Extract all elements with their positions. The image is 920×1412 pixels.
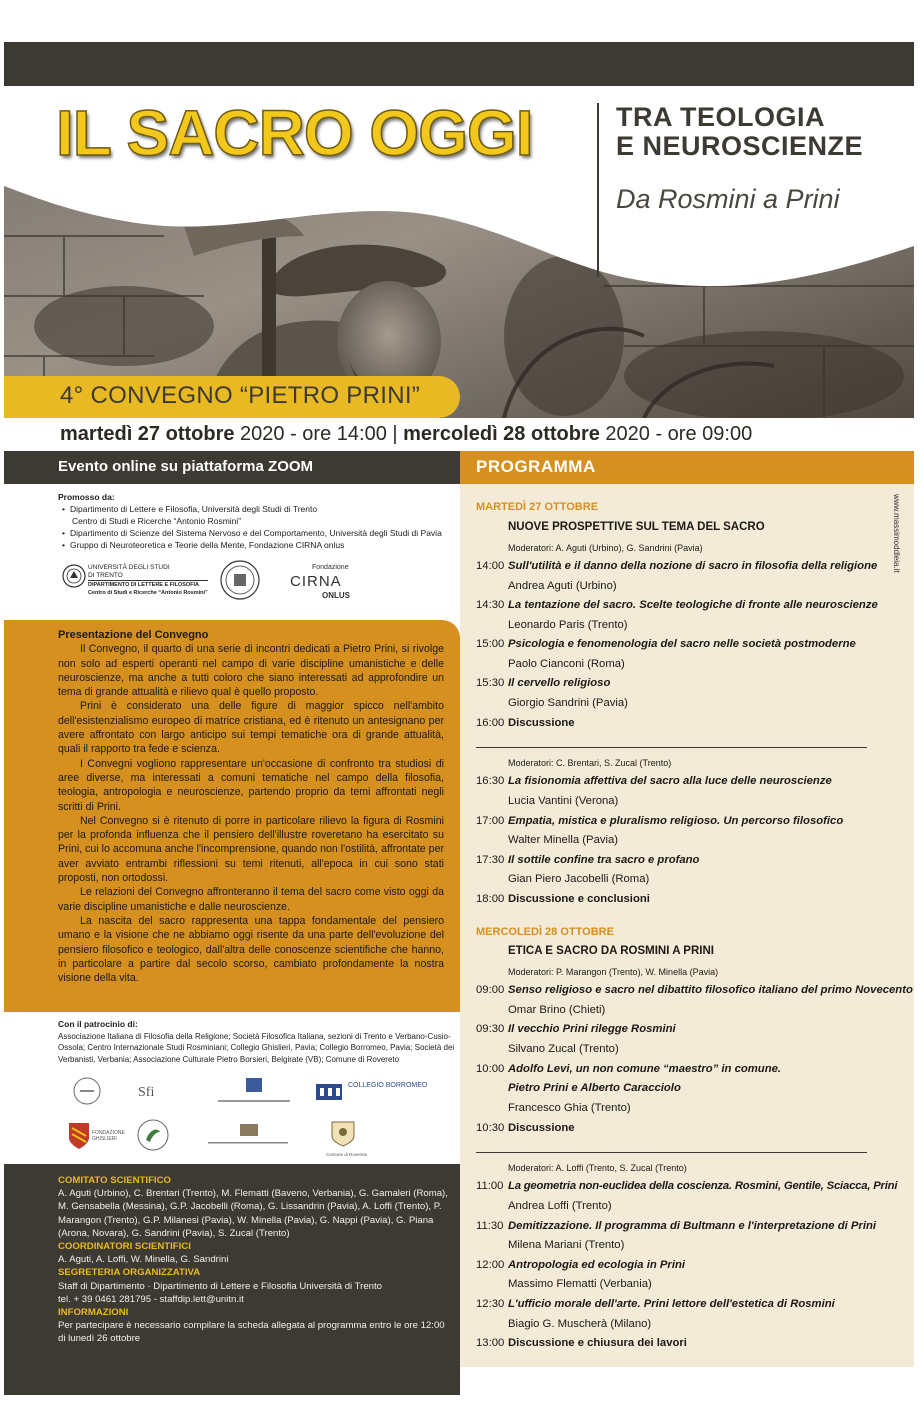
talk-title: La geometria non-euclidea della coscienza. Rosmini, Gentile, Sciacca, Prini <box>508 1180 898 1192</box>
talk-time: 14:30 <box>476 599 505 611</box>
promoter-logos <box>58 560 456 610</box>
university-seal-icon <box>220 560 260 600</box>
talk-speaker: Massimo Flematti (Verbania) <box>508 1278 652 1290</box>
rovereto-coat-icon <box>330 1118 356 1148</box>
promoter-item: • Dipartimento di Scienze del Sistema Nervoso e del Comportamento, Università degli Studi di Pavia <box>62 527 453 539</box>
scientific-committee-members: A. Aguti (Urbino), C. Brentari (Trento), M. Flematti (Baveno, Verbania), G. Gamaleri (Roma), M. Gensabella (Messina), G.P. Jacobelli (Roma), G. Lissandrin (Pavia), A. Loffi (Trento), P. Marangon (Trento), G.P. Milanesi (Pavia), W. Minella (Pavia), G. Nappi (Pavia), G. Piana (Arona, Novara), G. Sandrini (Pavia), S. Zucal (Trento) <box>58 1188 448 1239</box>
day-2-label: MERCOLEDÌ 28 OTTOBRE <box>476 926 614 938</box>
subtitle-line-1: TRA TEOLOGIA <box>616 102 825 132</box>
talk-time: 11:00 <box>476 1180 504 1192</box>
talk-time: 15:30 <box>476 677 505 689</box>
talk-speaker: Lucia Vantini (Verona) <box>508 795 619 807</box>
talk-speaker: Gian Piero Jacobelli (Roma) <box>508 873 650 885</box>
promoted-title: Promosso da: <box>58 492 115 502</box>
talk-time: 17:30 <box>476 854 505 866</box>
talk-title: Adolfo Levi, un non comune “maestro” in comune. <box>508 1063 782 1075</box>
talk-time: 12:30 <box>476 1298 505 1310</box>
talk-speaker: Milena Mariani (Trento) <box>508 1239 625 1251</box>
rovereto-label: Comune di Rovereto <box>326 1152 368 1157</box>
talk-time: 14:00 <box>476 560 505 572</box>
promoter-item: • Gruppo di Neuroteoretica e Teorie della Mente, Fondazione CIRNA onlus <box>62 539 453 551</box>
title-divider <box>597 103 599 277</box>
discussion-label: Discussione e conclusioni <box>508 893 650 905</box>
info-text: Per partecipare è necessario compilare la scheda allegata al programma entro le ore 12:00 di lunedì 26 ottobre <box>58 1320 445 1345</box>
presentation-paragraph: Le relazioni del Convegno affronteranno il tema del sacro come visto oggi da varie discipline umanistiche e dalle neuroscienze. <box>58 886 444 913</box>
program-separator <box>476 747 867 748</box>
presentation-text <box>58 628 444 985</box>
talk-speaker: Francesco Ghia (Trento) <box>508 1102 631 1114</box>
unitn-city: DI TRENTO <box>88 571 123 579</box>
talk-title: Senso religioso e sacro nel dibattito filosofico italiano del primo Novecento <box>508 984 913 996</box>
secretariat-contact: tel. + 39 0461 281795 - staffdip.lett@unitn.it <box>58 1293 244 1305</box>
talk-time: 12:00 <box>476 1259 505 1271</box>
talk-speaker: Giorgio Sandrini (Pavia) <box>508 697 628 709</box>
talk-speaker: Omar Brino (Chieti) <box>508 1004 606 1016</box>
day-1-session-title: NUOVE PROSPETTIVE SUL TEMA DEL SACRO <box>508 521 765 533</box>
talk-title: Demitizzazione. Il programma di Bultmann e l'interpretazione di Prini <box>508 1220 877 1232</box>
promoted-by <box>58 491 453 551</box>
unitn-center: Centro di Studi e Ricerche “Antonio Rosmini” <box>88 589 208 596</box>
site-credit-text: www.massimoddleia.it <box>892 494 901 573</box>
borsieri-logo-icon <box>206 1122 290 1150</box>
talk-time: 09:30 <box>476 1023 505 1035</box>
day-2-session-title: ETICA E SACRO DA ROSMINI A PRINI <box>508 945 714 957</box>
zoom-notice: Evento online su piattaforma ZOOM <box>58 458 314 475</box>
borromeo-label: COLLEGIO BORROMEO <box>348 1082 428 1089</box>
talk-speaker: Biagio G. Muscherà (Milano) <box>508 1318 652 1330</box>
presentation-paragraph: I Convegni vogliono rappresentare un'occasione di confronto tra studiosi di aree diverse, ma interessati a comuni tematiche nel campo della filosofia, teologia, antropologia e neuroscienze, partendo proprio da temi affrontati negli scritti di Prini. <box>58 757 444 813</box>
ghislieri-shield-icon <box>68 1122 90 1150</box>
discussion-time: 10:30 <box>476 1122 505 1134</box>
main-title: IL SACRO OGGI <box>56 97 533 169</box>
presentation-paragraph: Prini è considerato una delle figure di maggior spicco nell'ambito dell'esistenzialismo europeo di matrice cristiana, ed è ritenuto un antesignano per avere affrontato con largo anticipo sui tempi tematiche ora di grande attualità, quali il rapporto tra fede e scienza. <box>58 700 444 756</box>
unitn-logo <box>62 564 86 593</box>
talk-title: L'ufficio morale dell'arte. Prini lettore dell'estetica di Rosmini <box>508 1298 835 1310</box>
ghislieri-building-icon <box>314 1078 344 1104</box>
talk-speaker: Andrea Loffi (Trento) <box>508 1200 612 1212</box>
coordinators-members: A. Aguti, A. Loffi, W. Minella, G. Sandrini <box>58 1254 229 1266</box>
date-2-time: 2020 - ore 09:00 <box>599 423 753 445</box>
program-title: PROGRAMMA <box>476 457 596 476</box>
pavia-seal <box>220 560 260 605</box>
verbanisti-logo-icon <box>136 1118 170 1152</box>
cirna-name: CIRNA <box>290 573 342 590</box>
promoter-item: Centro di Studi e Ricerche “Antonio Rosmini” <box>72 516 242 526</box>
patronage-list: Associazione Italiana di Filosofia della Religione; Società Filosofica Italiana, sezioni di Trento e Verbano-Cusio-Ossola; Centro Internazionale Studi Rosminiani; Collegio Ghislieri, Pavia; Collegio Borromeo, Pavia; Società dei Verbanisti, Verbania; Associazione Culturale Pietro Borsieri, Belgirate (VB); Comune di Rovereto <box>58 1031 455 1064</box>
day-2-moderators-2: Moderatori: A. Loffi (Trento, S. Zucal (Trento) <box>508 1163 687 1173</box>
talk-speaker: Paolo Cianconi (Roma) <box>508 658 625 670</box>
discussion-time: 16:00 <box>476 717 505 729</box>
unitn-name: UNIVERSITÀ DEGLI STUDI <box>88 564 170 571</box>
talk-title: Psicologia e fenomenologia del sacro nelle società postmoderne <box>508 638 856 650</box>
tagline: Da Rosmini a Prini <box>616 184 840 214</box>
ghislieri-label: FONDAZIONE GHISLIERI <box>92 1130 125 1142</box>
date-1-time: 2020 - ore 14:00 | <box>234 423 404 445</box>
talk-title: Antropologia ed ecologia in Prini <box>508 1259 685 1271</box>
dates-line <box>60 423 752 446</box>
talk-title: Il vecchio Prini rilegge Rosmini <box>508 1023 676 1035</box>
unitn-dept: DIPARTIMENTO DI LETTERE E FILOSOFIA <box>88 580 208 590</box>
presentation-paragraph: Il Convegno, il quarto di una serie di incontri dedicati a Pietro Prini, si rivolge non solo ad esperti operanti nel campo di varie discipline umanistiche e delle neuroscienze, ma anche a tutti coloro che siano interessati ad approfondire un tema di grande attualità e rilievo qual è quello proposto. <box>58 643 444 699</box>
talk-time: 17:00 <box>476 815 505 827</box>
cisr-logo-icon <box>214 1074 294 1108</box>
committee-text <box>58 1174 450 1346</box>
patronage-title: Con il patrocinio di: <box>58 1019 138 1029</box>
patronage <box>58 1019 458 1065</box>
scientific-committee-title: COMITATO SCIENTIFICO <box>58 1175 171 1186</box>
presentation-paragraph: La nascita del sacro rappresenta una tappa fondamentale del pensiero umano e la visione che ne abbiamo oggi risente da una parte dell'evoluzione del pensiero filosofico e teologico, dall'altra delle conoscenze scientifiche che hanno, in particolare a partire dal secolo scorso, cambiato profondamente la nostra visione della vita. <box>58 914 444 985</box>
discussion-time: 13:00 <box>476 1337 505 1349</box>
secretariat-title: SEGRETERIA ORGANIZZATIVA <box>58 1267 201 1279</box>
discussion-time: 18:00 <box>476 893 505 905</box>
subtitle-line-2: E NEUROSCIENZE <box>616 131 864 161</box>
discussion-label: Discussione e chiusura dei lavori <box>508 1337 687 1349</box>
talk-title: La tentazione del sacro. Scelte teologiche di fronte alle neuroscienze <box>508 599 878 611</box>
program-separator <box>476 1152 867 1153</box>
svg-text:Sfi: Sfi <box>138 1085 155 1100</box>
cirna-fondazione: Fondazione <box>312 564 349 571</box>
day-1-moderators-1: Moderatori: A. Aguti (Urbino), G. Sandrini (Pavia) <box>508 543 703 553</box>
talk-time: 10:00 <box>476 1063 505 1075</box>
top-bar <box>4 42 914 86</box>
cirna-onlus: ONLUS <box>322 591 350 600</box>
talk-speaker: Andrea Aguti (Urbino) <box>508 580 617 592</box>
promoter-item: • Dipartimento di Lettere e Filosofia, Università degli Studi di Trento <box>62 503 453 515</box>
aifr-logo-icon <box>72 1076 102 1106</box>
day-2-moderators-1: Moderatori: P. Marangon (Trento), W. Minella (Pavia) <box>508 967 719 977</box>
talk-speaker: Silvano Zucal (Trento) <box>508 1043 619 1055</box>
talk-title: Empatia, mistica e pluralismo religioso. Un percorso filosofico <box>508 815 844 827</box>
sfi-logo-icon <box>136 1076 176 1106</box>
talk-speaker: Walter Minella (Pavia) <box>508 834 619 846</box>
presentation-title: Presentazione del Convegno <box>58 629 209 641</box>
discussion-label: Discussione <box>508 717 575 729</box>
date-1: martedì 27 ottobre <box>60 423 235 445</box>
day-1-label: MARTEDÌ 27 OTTOBRE <box>476 501 599 513</box>
talk-time: 15:00 <box>476 638 505 650</box>
talk-title: La fisionomia affettiva del sacro alla luce delle neuroscienze <box>508 775 832 787</box>
unitn-seal-icon <box>62 564 86 588</box>
info-title: INFORMAZIONI <box>58 1307 129 1319</box>
cirna-logo <box>290 564 360 604</box>
presentation-paragraph: Nel Convegno si è ritenuto di porre in particolare rilievo la figura di Rosmini per la profonda influenza che il pensiero dell'illustre roveretano ha esercitato su Prini, cui lo accomuna anche l'incomprensione, quando non l'ostilità, affrontate per aver avviato entrambi riflessioni su temi ritenuti, all'epoca in cui sono stati proposti, non ortodossi. <box>58 814 444 885</box>
talk-speaker: Leonardo Paris (Trento) <box>508 619 628 631</box>
site-credit <box>890 494 902 584</box>
talk-title: Il sottile confine tra sacro e profano <box>508 854 700 866</box>
talk-time: 11:30 <box>476 1220 504 1232</box>
convegno-title: 4° CONVEGNO “PIETRO PRINI” <box>60 382 421 409</box>
patron-logos <box>58 1072 456 1162</box>
talk-title: Sull'utilità e il danno della nozione di sacro in filosofia della religione <box>508 560 878 572</box>
coordinators-title: COORDINATORI SCIENTIFICI <box>58 1241 191 1253</box>
talk-title-continued: Pietro Prini e Alberto Caracciolo <box>508 1082 681 1094</box>
talk-time: 16:30 <box>476 775 505 787</box>
discussion-label: Discussione <box>508 1122 575 1134</box>
talk-title: Il cervello religioso <box>508 677 611 689</box>
talk-time: 09:00 <box>476 984 505 996</box>
date-2: mercoledì 28 ottobre <box>403 423 600 445</box>
day-1-moderators-2: Moderatori: C. Brentari, S. Zucal (Trento) <box>508 758 672 768</box>
secretariat-line: Staff di Dipartimento · Dipartimento di Lettere e Filosofia Università di Trento <box>58 1280 383 1292</box>
